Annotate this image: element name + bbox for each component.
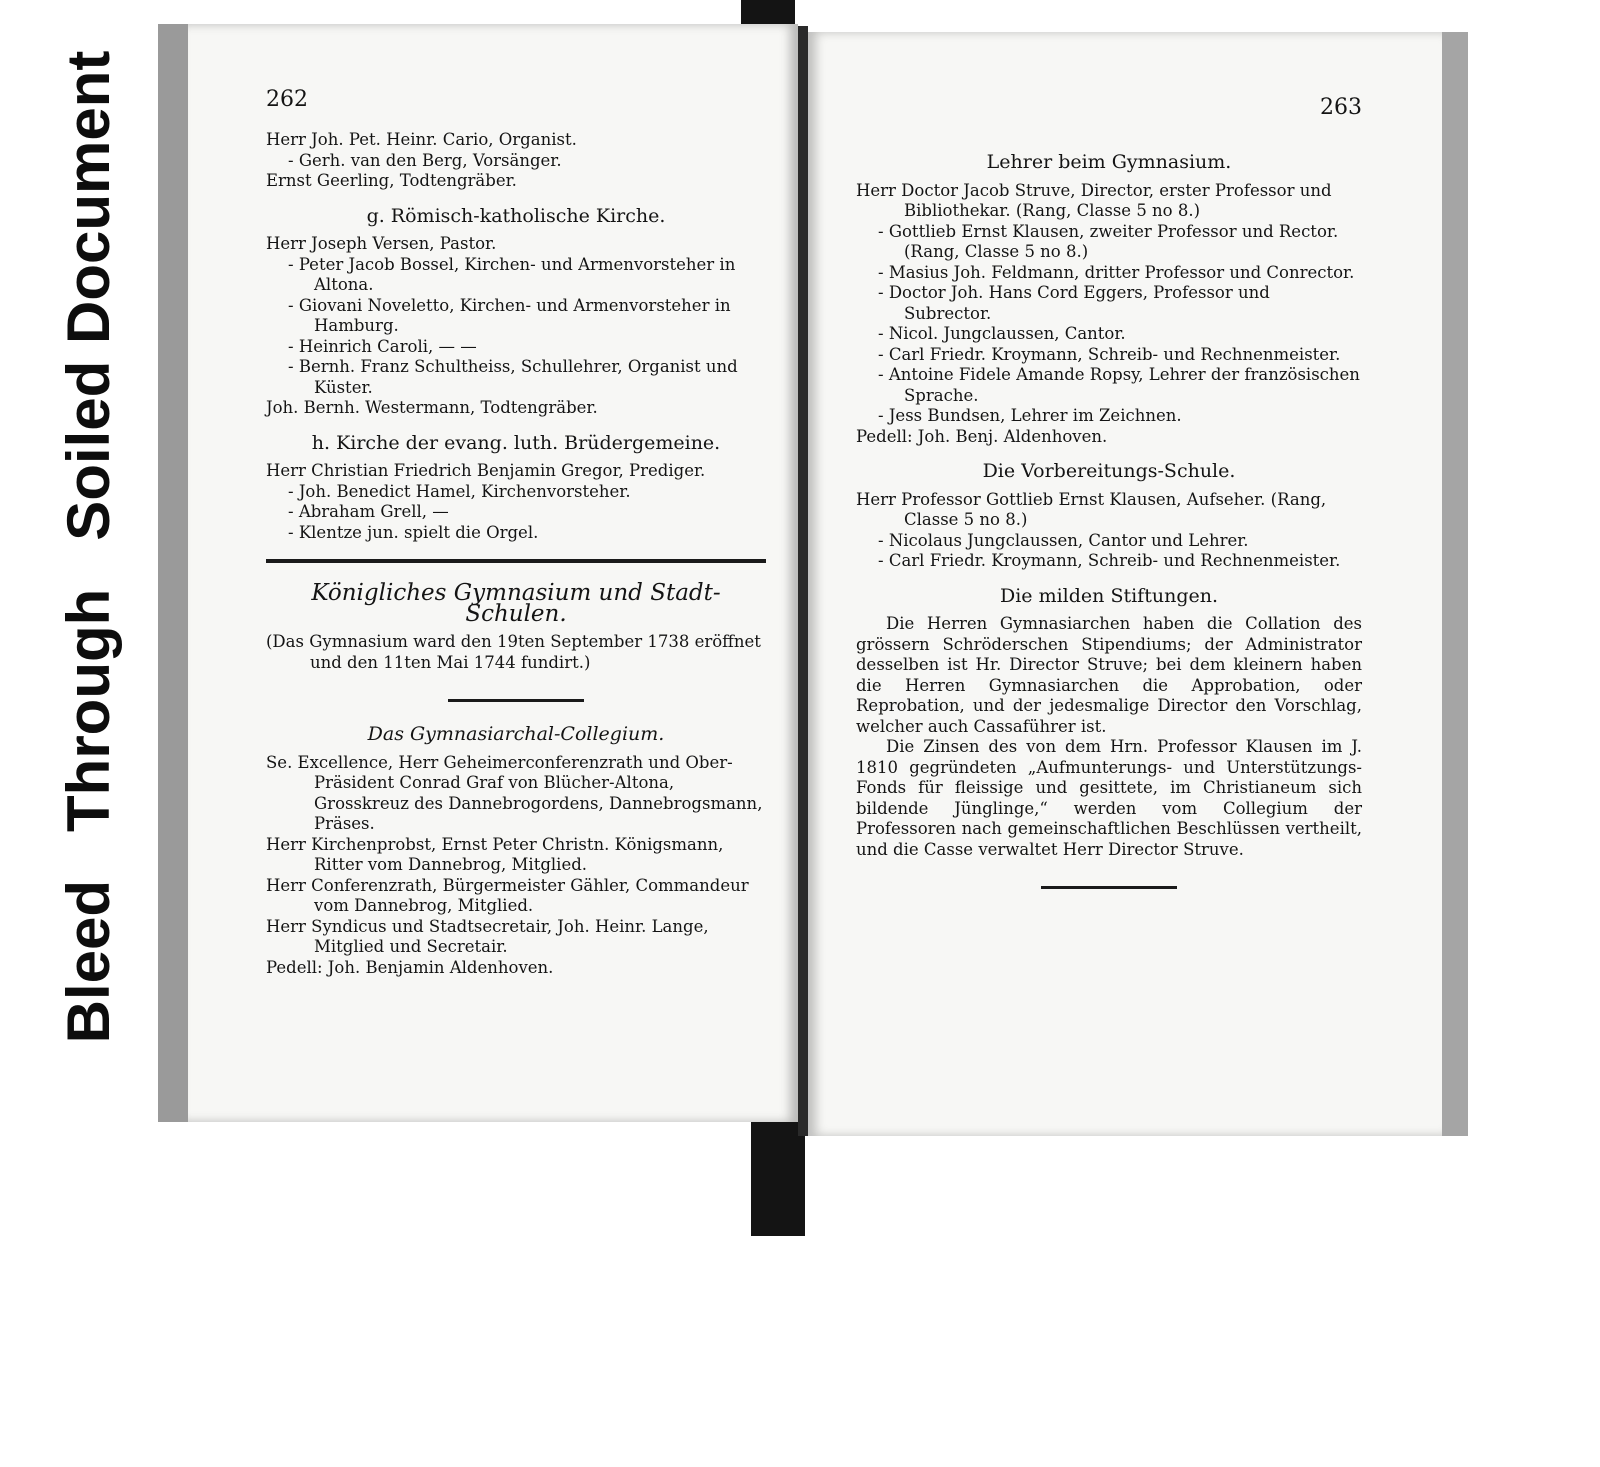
entry-line: - Antoine Fidele Amande Ropsy, Lehrer der französischen Sprache.: [878, 365, 1360, 405]
entry-line: Herr Professor Gottlieb Ernst Klausen, Aufseher. (Rang, Classe 5 no 8.): [856, 489, 1327, 529]
entry-line: Herr Joh. Pet. Heinr. Cario, Organist.: [266, 130, 577, 149]
entry-line: Ernst Geerling, Todtengräber.: [266, 171, 517, 190]
section-heading: Lehrer beim Gymnasium.: [986, 151, 1232, 173]
section-heading: g. Römisch-katholische Kirche.: [366, 204, 666, 227]
overlay-label: [43, 27, 133, 1067]
section-heading: Königliches Gymnasium und Stadt-Schulen.: [311, 580, 721, 627]
overlay-word-2: Through: [54, 588, 122, 832]
entry-line: Joh. Bernh. Westermann, Todtengräber.: [266, 398, 598, 417]
section-entries: [856, 181, 1362, 448]
entry-line: - Gottlieb Ernst Klausen, zweiter Professor und Rector. (Rang, Classe 5 no 8.): [878, 221, 1339, 261]
page-number: 263: [1320, 95, 1362, 120]
entry-line: - Klentze jun. spielt die Orgel.: [288, 522, 539, 542]
entry-line: Herr Doctor Jacob Struve, Director, erster Professor und Bibliothekar. (Rang, Classe 5 no 8.): [856, 180, 1332, 220]
paragraph: Die Herren Gymnasiarchen haben die Collation des grössern Schröderschen Stipendiums; der Administrator desselben ist Hr. Director Struve; bei dem kleinern haben die Herren Gymnasiarchen die Approbation, oder Reprobation, und der jedesmalige Director den Vorschlag, welcher auch Cassaführer ist.: [856, 614, 1362, 736]
top-entries: [266, 130, 766, 192]
left-page: [158, 24, 798, 1122]
entry-line: - Jess Bundsen, Lehrer im Zeichnen.: [878, 406, 1182, 425]
entry-line: Pedell: Joh. Benj. Aldenhoven.: [856, 426, 1108, 446]
entry-line: - Nicol. Jungclaussen, Cantor.: [878, 324, 1126, 343]
section-entries: [856, 490, 1362, 572]
left-page-content: [266, 87, 766, 978]
paragraph: Die Zinsen des von dem Hrn. Professor Klausen im J. 1810 gegründeten „Aufmunterungs- und Unterstützungs-Fonds für fleissige und gesittete, im Christianeum sich bildende Jünglinge,“ werden vom Collegium der Professoren nach gemeinschaftlichen Beschlüssen vertheilt, und die Casse verwaltet Herr Director Struve.: [856, 737, 1362, 859]
entry-line: - Carl Friedr. Kroymann, Schreib- und Rechnenmeister.: [878, 344, 1341, 364]
section-heading: Die milden Stiftungen.: [1000, 584, 1218, 607]
entry-line: - Nicolaus Jungclaussen, Cantor und Lehrer.: [878, 530, 1249, 550]
section-heading: Das Gymnasiarchal-Collegium.: [367, 723, 665, 745]
section-entries: [266, 234, 766, 419]
section-heading: Die Vorbereitungs-Schule.: [982, 460, 1236, 482]
section-entries: [266, 753, 766, 979]
entry-line: - Doctor Joh. Hans Cord Eggers, Professor und Subrector.: [878, 283, 1270, 323]
entry-line: Herr Joseph Versen, Pastor.: [266, 234, 497, 253]
entry-line: - Joh. Benedict Hamel, Kirchenvorsteher.: [288, 481, 631, 501]
entry-line: - Giovani Noveletto, Kirchen- und Armenvorsteher in Hamburg.: [288, 295, 731, 335]
section-entries: [266, 461, 766, 543]
page-number: 262: [266, 87, 308, 112]
entry-line: Se. Excellence, Herr Geheimerconferenzrath und Ober-Präsident Conrad Graf von Blücher-Altona, Grosskreuz des Dannebrogordens, Dannebrogsmann, Präses.: [266, 752, 763, 833]
entry-line: - Peter Jacob Bossel, Kirchen- und Armenvorsteher in Altona.: [288, 254, 736, 294]
entry-line: Herr Syndicus und Stadtsecretair, Joh. Heinr. Lange, Mitglied und Secretair.: [266, 916, 709, 956]
entry-line: Pedell: Joh. Benjamin Aldenhoven.: [266, 957, 554, 977]
entry-line: Herr Kirchenprobst, Ernst Peter Christn. Königsmann, Ritter vom Dannebrog, Mitglied.: [266, 834, 724, 874]
divider: [1041, 886, 1177, 889]
right-page: [808, 32, 1468, 1136]
book-gutter: [798, 26, 808, 1136]
divider: [266, 559, 766, 563]
entry-line: - Bernh. Franz Schultheiss, Schullehrer, Organist und Küster.: [288, 357, 738, 397]
divider: [448, 699, 584, 702]
entry-line: - Masius Joh. Feldmann, dritter Professor und Conrector.: [878, 262, 1355, 282]
entry-line: - Gerh. van den Berg, Vorsänger.: [288, 150, 562, 170]
entry-line: - Carl Friedr. Kroymann, Schreib- und Rechnenmeister.: [878, 551, 1341, 570]
entry-line: Herr Christian Friedrich Benjamin Gregor, Prediger.: [266, 461, 706, 480]
overlay-word-3: Soiled Document: [54, 50, 122, 541]
founding-note: (Das Gymnasium ward den 19ten September 1738 eröffnet und den 11ten Mai 1744 fundirt.): [266, 632, 761, 672]
entry-line: - Abraham Grell, —: [288, 502, 449, 521]
bookmark-ribbon-bottom: [751, 1118, 805, 1236]
section-heading: h. Kirche der evang. luth. Brüdergemeine.: [311, 431, 721, 454]
right-page-content: [856, 95, 1362, 911]
overlay-word-1: Bleed: [54, 879, 122, 1044]
entry-line: Herr Conferenzrath, Bürgermeister Gähler, Commandeur vom Dannebrog, Mitglied.: [266, 875, 749, 915]
entry-line: - Heinrich Caroli, — —: [288, 336, 477, 356]
